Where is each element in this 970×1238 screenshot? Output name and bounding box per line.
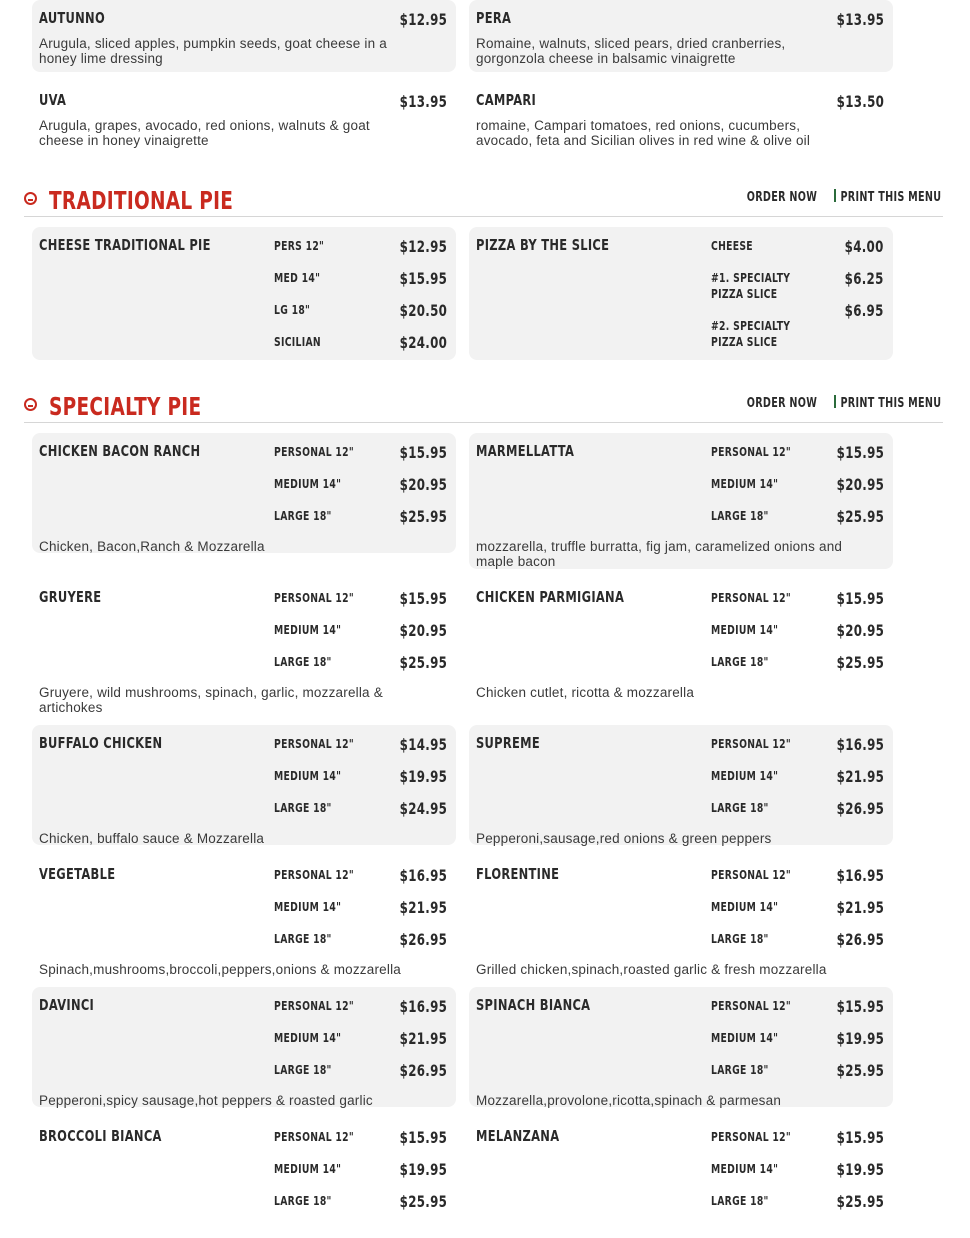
menu-item-card[interactable] [469,227,893,360]
item-name: BUFFALO CHICKEN [39,734,163,752]
size-price: $24.00 [399,333,447,352]
item-name: AUTUNNO [39,9,105,27]
size-price: $16.95 [836,735,884,754]
item-description: Gruyere, wild mushrooms, spinach, garlic, mozzarella & artichokes [39,685,383,715]
size-label: PERSONAL 12" [274,998,355,1013]
size-price: $15.95 [399,1128,447,1147]
size-price: $19.95 [399,1160,447,1179]
item-name: BROCCOLI BIANCA [39,1127,162,1145]
size-price: $25.95 [836,653,884,672]
size-label: CHEESE [711,238,753,253]
size-label: MED 14" [274,270,321,285]
size-price: $15.95 [836,1128,884,1147]
item-price: $13.95 [399,92,447,111]
item-description: Pepperoni,sausage,red onions & green peppers [476,831,772,846]
size-price: $19.95 [836,1160,884,1179]
menu-item-card[interactable] [469,433,893,569]
item-price: $12.95 [399,10,447,29]
print-menu-link[interactable]: PRINT THIS MENU [840,190,941,205]
size-label: MEDIUM 14" [274,768,342,783]
link-separator [834,189,836,202]
size-label: LARGE 18" [711,931,769,946]
size-label: PERSONAL 12" [711,444,792,459]
size-price: $4.00 [845,237,884,256]
item-name: VEGETABLE [39,865,116,883]
size-label: PERSONAL 12" [274,1129,355,1144]
item-description: Arugula, grapes, avocado, red onions, walnuts & goat cheese in honey vinaigrette [39,118,370,148]
menu-item-card[interactable] [32,856,456,976]
item-name: SUPREME [476,734,540,752]
size-label: MEDIUM 14" [711,476,779,491]
size-price: $15.95 [836,443,884,462]
item-name: CHICKEN PARMIGIANA [476,588,625,606]
size-label: #2. SPECIALTY PIZZA SLICE [711,318,791,349]
minus-circle-icon[interactable] [24,192,37,205]
order-now-link[interactable]: ORDER NOW [746,396,817,411]
size-price: $21.95 [399,898,447,917]
menu-item-card[interactable] [32,579,456,715]
order-now-link[interactable]: ORDER NOW [746,190,817,205]
size-price: $16.95 [399,997,447,1016]
size-label: LARGE 18" [711,508,769,523]
size-label: PERSONAL 12" [711,1129,792,1144]
size-price: $6.25 [845,269,884,288]
item-name: CHICKEN BACON RANCH [39,442,201,460]
size-price: $14.95 [399,735,447,754]
item-description: Mozzarella,provolone,ricotta,spinach & parmesan [476,1093,782,1108]
size-label: LARGE 18" [274,1062,332,1077]
section-title: TRADITIONAL PIE [49,186,234,215]
size-label: LARGE 18" [274,800,332,815]
size-label: MEDIUM 14" [274,1161,342,1176]
menu-item-card[interactable] [469,987,893,1107]
size-price: $21.95 [399,1029,447,1048]
item-description: Chicken cutlet, ricotta & mozzarella [476,685,695,700]
size-price: $20.95 [836,475,884,494]
item-name: MELANZANA [476,1127,560,1145]
size-label: LARGE 18" [274,931,332,946]
size-price: $15.95 [399,589,447,608]
link-separator [834,395,836,408]
item-name: PIZZA BY THE SLICE [476,236,610,254]
section-title: SPECIALTY PIE [49,392,202,421]
menu-item-card[interactable] [32,987,456,1107]
item-description: Grilled chicken,spinach,roasted garlic & fresh mozzarella [476,962,827,977]
item-description: Arugula, sliced apples, pumpkin seeds, goat cheese in a honey lime dressing [39,36,387,66]
size-price: $16.95 [399,866,447,885]
section-header-traditional [24,184,943,217]
size-price: $20.95 [836,621,884,640]
item-name: FLORENTINE [476,865,560,883]
menu-item-card[interactable] [469,82,893,154]
minus-circle-icon[interactable] [24,398,37,411]
size-price: $26.95 [836,930,884,949]
item-description: Pepperoni,spicy sausage,hot peppers & roasted garlic [39,1093,373,1108]
size-price: $6.95 [845,301,884,320]
size-price: $24.95 [399,799,447,818]
size-label: #1. SPECIALTY PIZZA SLICE [711,270,791,301]
item-description: Chicken, Bacon,Ranch & Mozzarella [39,539,265,554]
menu-item-card[interactable] [469,1118,893,1238]
size-label: PERS 12" [274,238,325,253]
size-price: $26.95 [399,930,447,949]
size-label: MEDIUM 14" [274,476,342,491]
size-label: MEDIUM 14" [711,622,779,637]
size-price: $25.95 [836,1192,884,1211]
menu-item-card[interactable] [469,579,893,699]
size-price: $25.95 [836,1061,884,1080]
size-price: $26.95 [836,799,884,818]
item-description: romaine, Campari tomatoes, red onions, cucumbers, avocado, feta and Sicilian olives in red wine & olive oil [476,118,811,148]
print-menu-link[interactable]: PRINT THIS MENU [840,396,941,411]
size-label: PERSONAL 12" [711,736,792,751]
item-description: Chicken, buffalo sauce & Mozzarella [39,831,265,846]
menu-item-card[interactable] [469,0,893,72]
item-name: GRUYERE [39,588,102,606]
size-price: $19.95 [399,767,447,786]
size-price: $20.95 [399,621,447,640]
size-price: $25.95 [399,1192,447,1211]
size-price: $25.95 [399,507,447,526]
size-label: PERSONAL 12" [274,590,355,605]
size-label: SICILIAN [274,334,321,349]
size-label: MEDIUM 14" [711,899,779,914]
item-name: PERA [476,9,512,27]
size-label: MEDIUM 14" [274,899,342,914]
menu-item-card[interactable] [32,0,456,72]
item-price: $13.95 [836,10,884,29]
menu-item-card[interactable] [32,725,456,845]
size-label: LARGE 18" [274,654,332,669]
item-name: SPINACH BIANCA [476,996,591,1014]
menu-item-card[interactable] [32,227,456,360]
menu-item-card[interactable] [469,725,893,845]
size-label: MEDIUM 14" [711,1161,779,1176]
size-label: LG 18" [274,302,311,317]
size-label: LARGE 18" [274,1193,332,1208]
item-name: UVA [39,91,67,109]
size-label: LARGE 18" [711,654,769,669]
size-price: $15.95 [836,589,884,608]
size-label: PERSONAL 12" [274,736,355,751]
size-price: $26.95 [399,1061,447,1080]
size-price: $15.95 [399,269,447,288]
size-label: PERSONAL 12" [711,867,792,882]
size-price: $25.95 [836,507,884,526]
size-label: MEDIUM 14" [274,1030,342,1045]
size-price: $21.95 [836,767,884,786]
size-label: LARGE 18" [711,800,769,815]
size-label: PERSONAL 12" [274,444,355,459]
size-price: $20.50 [399,301,447,320]
item-description: Spinach,mushrooms,broccoli,peppers,onions & mozzarella [39,962,401,977]
size-label: PERSONAL 12" [711,998,792,1013]
size-label: LARGE 18" [711,1062,769,1077]
size-price: $15.95 [399,443,447,462]
size-label: LARGE 18" [711,1193,769,1208]
size-price: $15.95 [836,997,884,1016]
size-label: PERSONAL 12" [274,867,355,882]
item-price: $13.50 [836,92,884,111]
size-price: $12.95 [399,237,447,256]
menu-item-card[interactable] [32,1118,456,1238]
menu-item-card[interactable] [32,433,456,553]
item-description: Romaine, walnuts, sliced pears, dried cranberries, gorgonzola cheese in balsamic vinaigrette [476,36,786,66]
menu-item-card[interactable] [32,82,456,154]
item-description: mozzarella, truffle burratta, fig jam, caramelized onions and maple bacon [476,539,843,569]
item-name: CHEESE TRADITIONAL PIE [39,236,211,254]
item-name: MARMELLATTA [476,442,575,460]
size-price: $16.95 [836,866,884,885]
item-name: DAVINCI [39,996,95,1014]
size-label: LARGE 18" [274,508,332,523]
size-price: $21.95 [836,898,884,917]
size-price: $19.95 [836,1029,884,1048]
size-label: MEDIUM 14" [274,622,342,637]
item-name: CAMPARI [476,91,537,109]
size-price: $20.95 [399,475,447,494]
size-label: MEDIUM 14" [711,1030,779,1045]
size-label: PERSONAL 12" [711,590,792,605]
section-header-specialty [24,390,943,423]
size-price: $25.95 [399,653,447,672]
size-label: MEDIUM 14" [711,768,779,783]
menu-item-card[interactable] [469,856,893,976]
